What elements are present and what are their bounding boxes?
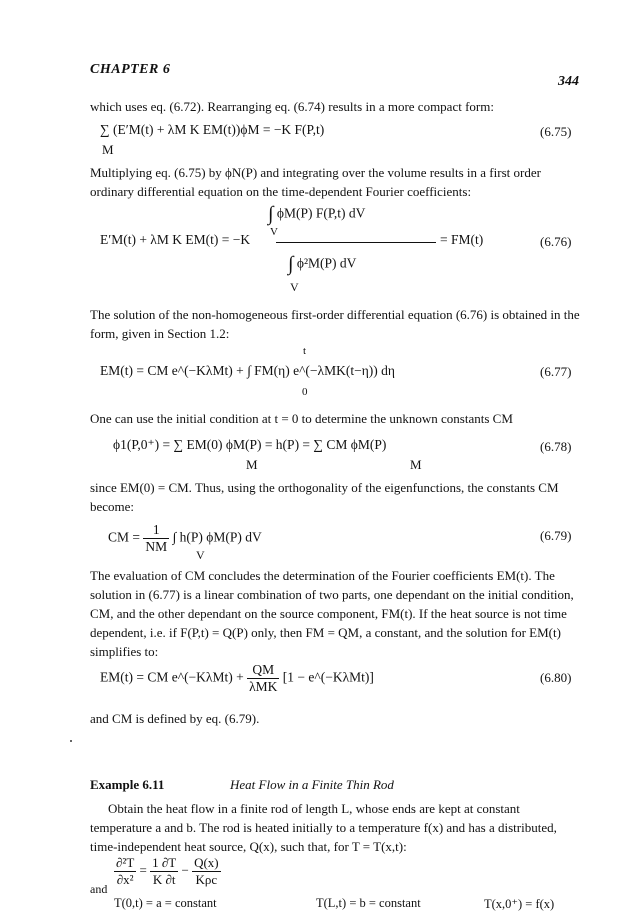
equation-6-76-v-bottom: V	[290, 280, 299, 294]
equation-6-80-fraction	[247, 662, 279, 695]
equation-6-75	[100, 122, 324, 138]
equation-6-76-numerator-text: ϕM(P) F(P,t) dV	[276, 205, 366, 221]
equation-6-80-denominator: λMK	[249, 679, 278, 694]
pde-mid-den: K ∂t	[152, 872, 176, 887]
page-number: 344	[558, 74, 579, 89]
equation-6-79-numerator: 1	[143, 522, 169, 539]
boundary-condition-1: T(0,t) = a = constant	[114, 896, 217, 910]
equation-6-77-lower-limit: 0	[302, 386, 308, 398]
pde-lhs-num: ∂²T	[116, 855, 135, 870]
equation-6-79-denominator: NM	[145, 539, 168, 554]
equation-6-76-fraction-bar	[276, 242, 436, 243]
pde-equation: $\frac{\text{∂²T}}{\text{∂x²}}$ = $\frac{1 \partial T}{K \partial t}$ − $\frac{Q(x)}{\text{Kρc}}$	[116, 855, 219, 887]
pde-rhs-num: Q(x)	[194, 855, 219, 870]
equation-6-78: ϕ1(P,0⁺) = ∑ EM(0) ϕM(P) = h(P) = ∑ CM ϕM(P)	[113, 437, 387, 452]
equation-6-76-numerator: ∫ ϕM(P) F(P,t) dV	[268, 203, 366, 225]
equation-6-78-sum-index-1: M	[246, 457, 258, 472]
example-title: Heat Flow in a Finite Thin Rod	[230, 777, 394, 792]
equation-number-6-78: (6.78)	[540, 439, 572, 454]
equation-number-6-76: (6.76)	[540, 234, 572, 249]
boundary-condition-2: T(L,t) = b = constant	[316, 896, 421, 910]
equation-6-79-fraction	[143, 522, 169, 555]
equation-6-79	[108, 522, 262, 555]
equation-6-79-rhs: ∫ h(P) ϕM(P) dV	[172, 529, 262, 545]
pde-rhs-den: Kρc	[195, 872, 218, 887]
equation-number-6-77: (6.77)	[540, 364, 572, 379]
equation-6-76-denominator: ∫ ϕ²M(P) dV	[288, 253, 357, 275]
equation-6-80-numerator: QM	[247, 662, 279, 679]
equation-6-76-rhs: = FM(t)	[440, 232, 484, 247]
equation-number-6-79: (6.79)	[540, 528, 572, 543]
equation-6-80	[100, 662, 374, 695]
equation-6-79-v: V	[196, 548, 205, 562]
paragraph-2: Multiplying eq. (6.75) by ϕN(P) and integrating over the volume results in a first order ordinary differential equation on the time-dependent Fourier coefficients:	[90, 165, 541, 199]
equation-6-78-sum-index-2: M	[410, 457, 422, 472]
equation-6-80-rhs: [1 − e^(−KλMt)]	[282, 669, 374, 685]
equation-6-77: EM(t) = CM e^(−KλMt) + ∫ FM(η) e^(−λMK(t−η)) dη	[100, 363, 395, 378]
paragraph-6: The evaluation of CM concludes the determination of the Fourier coefficients EM(t). The solution in (6.77) is a linear combination of two parts, one dependant on the initial condition, CM, and the other dependant on the source component, FM(t). If the heat source is not time dependent, i.e. if F(P,t) = Q(P) only, then FM = QM, a constant, and the solution for EM(t) simplifies to:	[90, 568, 574, 659]
pde-lhs-den: ∂x²	[116, 872, 134, 887]
equation-6-77-upper-limit: t	[303, 345, 307, 357]
equation-6-75-sum-index: M	[102, 142, 114, 157]
equation-number-6-80: (6.80)	[540, 670, 572, 685]
equation-6-76-lhs: E′M(t) + λM K EM(t) = −K	[100, 232, 251, 247]
paragraph-9: and	[90, 882, 108, 896]
equation-number-6-75: (6.75)	[540, 124, 572, 139]
paragraph-3: The solution of the non-homogeneous first-order differential equation (6.76) is obtained in the form, given in Section 1.2:	[90, 307, 580, 341]
example-label: Example 6.11	[90, 777, 165, 792]
chapter-header: CHAPTER 6	[90, 62, 171, 77]
paragraph-4: One can use the initial condition at t = 0 to determine the unknown constants CM	[90, 411, 513, 426]
initial-condition: T(x,0⁺) = f(x)	[484, 897, 555, 911]
paragraph-5: since EM(0) = CM. Thus, using the orthogonality of the eigenfunctions, the constants CM become:	[90, 480, 559, 514]
paragraph-7: and CM is defined by eq. (6.79).	[90, 711, 260, 726]
pde-mid-num: 1 ∂T	[152, 855, 177, 870]
equation-6-80-lhs: EM(t) = CM e^(−KλMt) +	[100, 669, 244, 685]
equation-6-75-body: ∑ (E′M(t) + λM K EM(t))ϕM = −K F(P,t)	[100, 122, 325, 137]
equation-6-76-denominator-text: ϕ²M(P) dV	[296, 255, 357, 271]
margin-mark	[70, 740, 72, 742]
equation-6-79-lhs: CM =	[108, 529, 140, 545]
equation-6-76-v-top: V	[270, 226, 278, 238]
paragraph-8: Obtain the heat flow in a finite rod of length L, whose ends are kept at constant temperature a and b. The rod is heated initially to a temperature f(x) and has a distributed, time-independent heat source, Q(x), such that, for T = T(x,t):	[90, 801, 557, 854]
paragraph-1: which uses eq. (6.72). Rearranging eq. (6.74) results in a more compact form:	[90, 99, 494, 114]
